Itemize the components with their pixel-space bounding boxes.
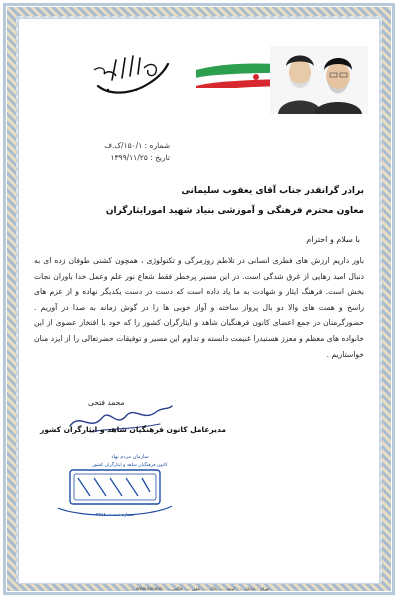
salutation: با سلام و احترام — [306, 235, 360, 244]
body-paragraph: باور داریم ارزش های فطری انسانی در تلاطم روزمرگی و تکنولوژی ، همچون کشتی طوفان زده ای به دنبال امید رهایی از غرق شدگی است. در این مسیر پرخطر فقط شعاع نور علم وعمل خدا باوران نجات بخش است. فرهنگ ایثار و شهادت به ما یاد داده است که دست در دست یکدیگر نهاده و از عزم های راسخ و همت های والا دو بال پرواز ساخته و آواز خوبی ها را در گوش زمانه به صدا در آوریم . حضورگرمتان در جمع اعضای کانون فرهنگیان شاهد و ایثارگران کشور را که خود با افتخار عضوی از این خانواده های معظم و معزز هستیدرا غنیمت دانسته و تداوم این مسیر و توفیقات حضرتعالی را از ایزد منان خواستاریم . — [34, 256, 364, 359]
portraits-image — [270, 46, 368, 114]
letter-footer: تهران - خیابان ... - کوچه ... - پلاک ... - تلفن ... - فاکس ... - www.kanoon ... — [130, 586, 270, 591]
recipient-name: برادر گرانقدر جناب آقای یعقوب سلیمانی — [181, 186, 364, 196]
letter-date: تاریخ : ۱۳۹۹/۱۱/۲۵ — [110, 153, 170, 162]
signer-name: محمد فتحی — [88, 398, 125, 407]
stamp-org-full: کانون فرهنگیان شاهد و ایثارگران کشور — [92, 463, 168, 468]
letter-reference-block — [30, 140, 170, 164]
letter-body — [34, 253, 364, 362]
bismillah-calligraphy-icon — [92, 50, 172, 98]
signer-title: مدیرعامل کانون فرهنگیان شاهد و ایثارگران کشور — [40, 425, 226, 434]
official-stamp — [50, 448, 180, 522]
stamp-reg-number: شماره ثبت : ۲۲۸۸۰ — [96, 513, 134, 518]
letter-number: شماره : ۱۵۰/۱/ک.ف — [104, 141, 170, 150]
stamp-org-name: سازمان مردم نهاد — [111, 454, 149, 460]
recipient-title: معاون محترم فرهنگی و آموزشی بنیاد شهید امورایثارگران — [105, 206, 364, 216]
